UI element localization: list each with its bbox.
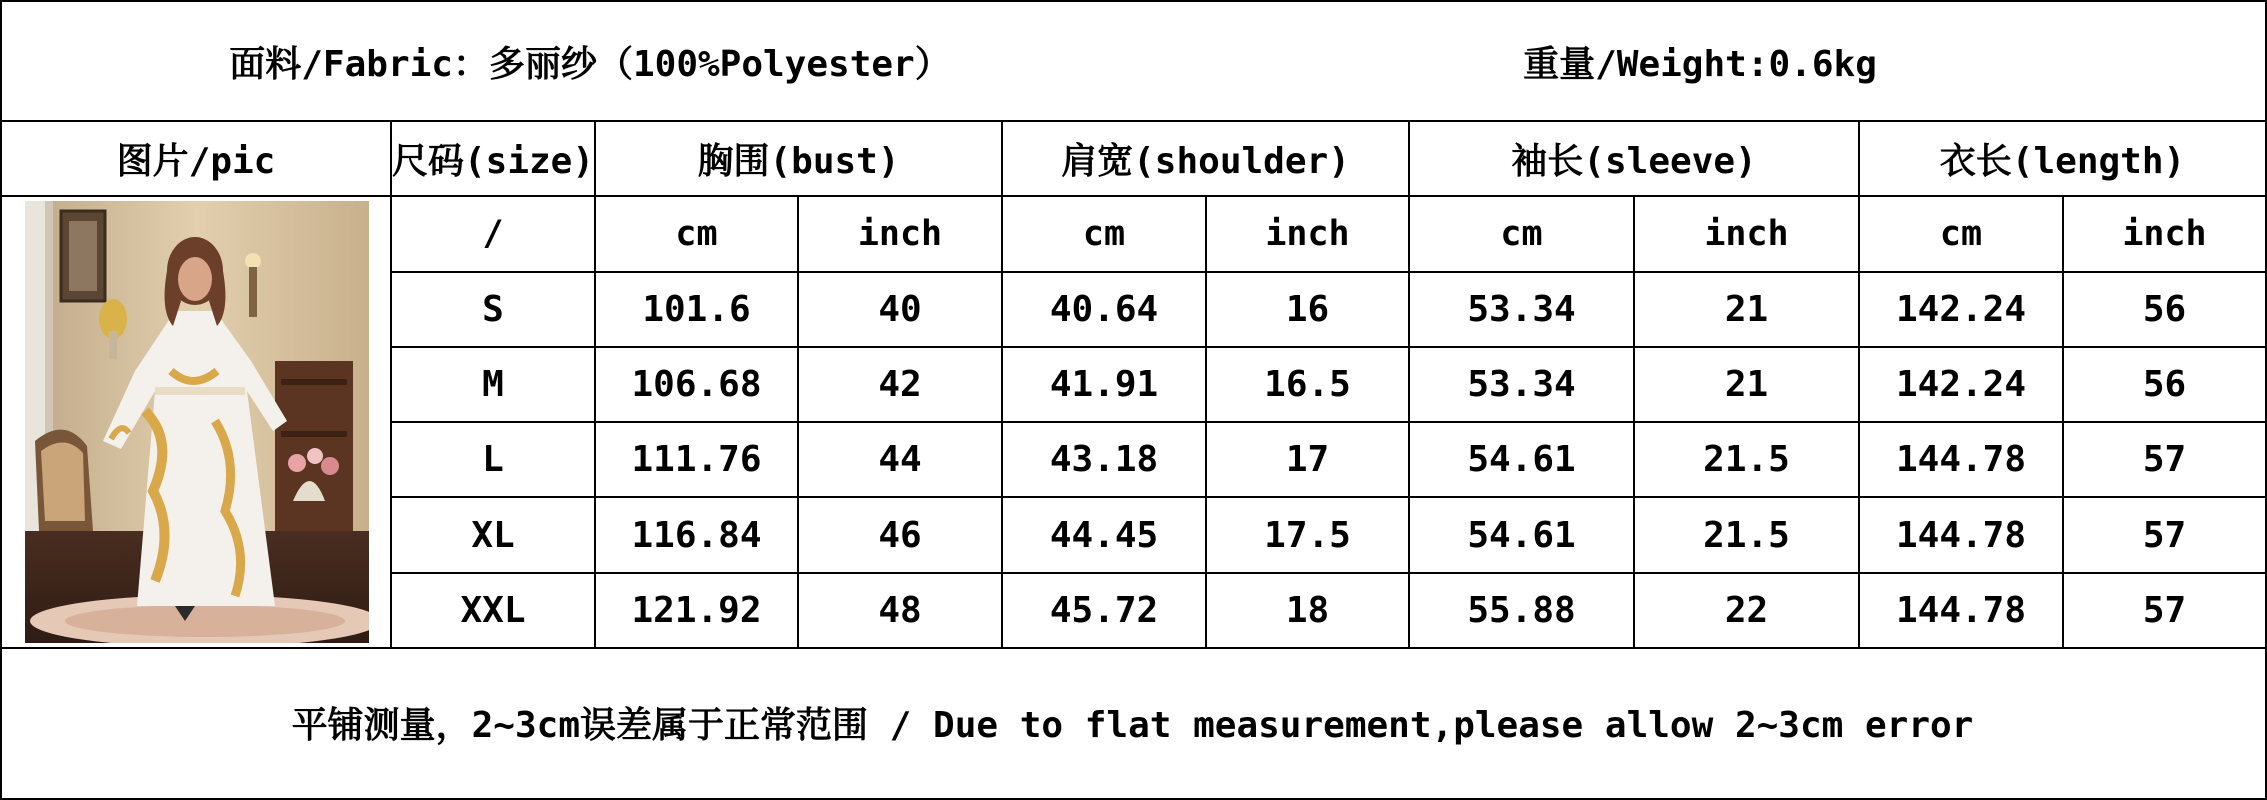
column-title-pic: 图片/pic [116, 141, 276, 182]
row-xl-length-cm: 144.78 [1895, 514, 2027, 556]
row-xl-sleeve-cm: 54.61 [1467, 514, 1576, 556]
row-m-length-cm: 142.24 [1895, 364, 2027, 405]
row-m-size: M [482, 364, 504, 405]
row-xl-bust-inch: 46 [878, 514, 922, 556]
unit-bust-inch: inch [857, 214, 943, 254]
row-xxl-length-cm: 144.78 [1895, 590, 2027, 631]
row-l-length-inch: 57 [2142, 439, 2187, 480]
row-m-bust-inch: 42 [878, 364, 922, 405]
row-s-sleeve-inch: 21 [1724, 289, 1769, 330]
product-photo [25, 201, 369, 643]
row-l-bust-cm: 111.76 [631, 439, 762, 480]
row-xl-size: XL [471, 514, 515, 556]
row-s-sleeve-cm: 53.34 [1467, 289, 1576, 330]
row-m-sleeve-cm: 53.34 [1467, 364, 1576, 405]
unit-length-inch: inch [2122, 214, 2207, 254]
row-s-size: S [482, 289, 504, 330]
unit-size: / [482, 214, 504, 254]
row-s-length-inch: 56 [2142, 289, 2187, 330]
dress-model-image [25, 201, 369, 643]
row-xxl-bust-cm: 121.92 [631, 590, 762, 631]
row-m-sleeve-inch: 21 [1724, 364, 1769, 405]
row-l-shoulder-inch: 17 [1285, 439, 1330, 480]
column-title-bust: 胸围(bust) [697, 141, 900, 182]
row-s-bust-cm: 101.6 [642, 289, 751, 330]
row-l-size: L [482, 439, 504, 480]
row-xxl-shoulder-inch: 18 [1285, 590, 1330, 631]
measurement-note: 平铺测量，2~3cm误差属于正常范围 / Due to flat measurement,please allow 2~3cm error [291, 705, 1974, 746]
row-l-length-cm: 144.78 [1895, 439, 2027, 480]
fabric-label: 面料/Fabric：多丽纱（100%Polyester） [229, 43, 951, 85]
unit-length-cm: cm [1939, 214, 1983, 254]
row-l-sleeve-inch: 21.5 [1703, 439, 1790, 480]
row-m-length-inch: 56 [2142, 364, 2187, 405]
row-xxl-size: XXL [460, 590, 526, 631]
column-title-shoulder: 肩宽(shoulder) [1061, 141, 1350, 182]
row-l-shoulder-cm: 43.18 [1049, 439, 1159, 480]
row-xxl-length-inch: 57 [2142, 590, 2187, 631]
column-title-sleeve: 袖长(sleeve) [1511, 141, 1757, 182]
row-l-bust-inch: 44 [878, 439, 922, 480]
row-xl-bust-cm: 116.84 [631, 514, 762, 556]
column-title-length: 衣长(length) [1939, 141, 2186, 182]
row-xl-length-inch: 57 [2142, 514, 2187, 556]
row-s-shoulder-inch: 16 [1285, 289, 1330, 330]
row-s-bust-inch: 40 [878, 289, 922, 330]
row-xxl-sleeve-inch: 22 [1724, 590, 1769, 631]
row-l-sleeve-cm: 54.61 [1467, 439, 1576, 480]
row-xl-shoulder-inch: 17.5 [1264, 514, 1351, 556]
row-xxl-sleeve-cm: 55.88 [1467, 590, 1576, 631]
row-m-bust-cm: 106.68 [631, 364, 762, 405]
unit-sleeve-inch: inch [1704, 214, 1789, 254]
unit-shoulder-cm: cm [1082, 214, 1126, 254]
row-xl-sleeve-inch: 21.5 [1703, 514, 1790, 556]
row-xxl-bust-inch: 48 [878, 590, 922, 631]
row-xl-shoulder-cm: 44.45 [1049, 514, 1159, 556]
weight-label: 重量/Weight:0.6kg [1523, 43, 1877, 85]
unit-sleeve-cm: cm [1500, 214, 1543, 254]
row-m-shoulder-inch: 16.5 [1264, 364, 1351, 405]
column-title-size: 尺码(size) [392, 141, 594, 182]
unit-bust-cm: cm [675, 214, 718, 254]
row-m-shoulder-cm: 41.91 [1049, 364, 1159, 405]
row-xxl-shoulder-cm: 45.72 [1049, 590, 1159, 631]
unit-shoulder-inch: inch [1265, 214, 1350, 254]
row-s-length-cm: 142.24 [1895, 289, 2027, 330]
row-s-shoulder-cm: 40.64 [1049, 289, 1159, 330]
